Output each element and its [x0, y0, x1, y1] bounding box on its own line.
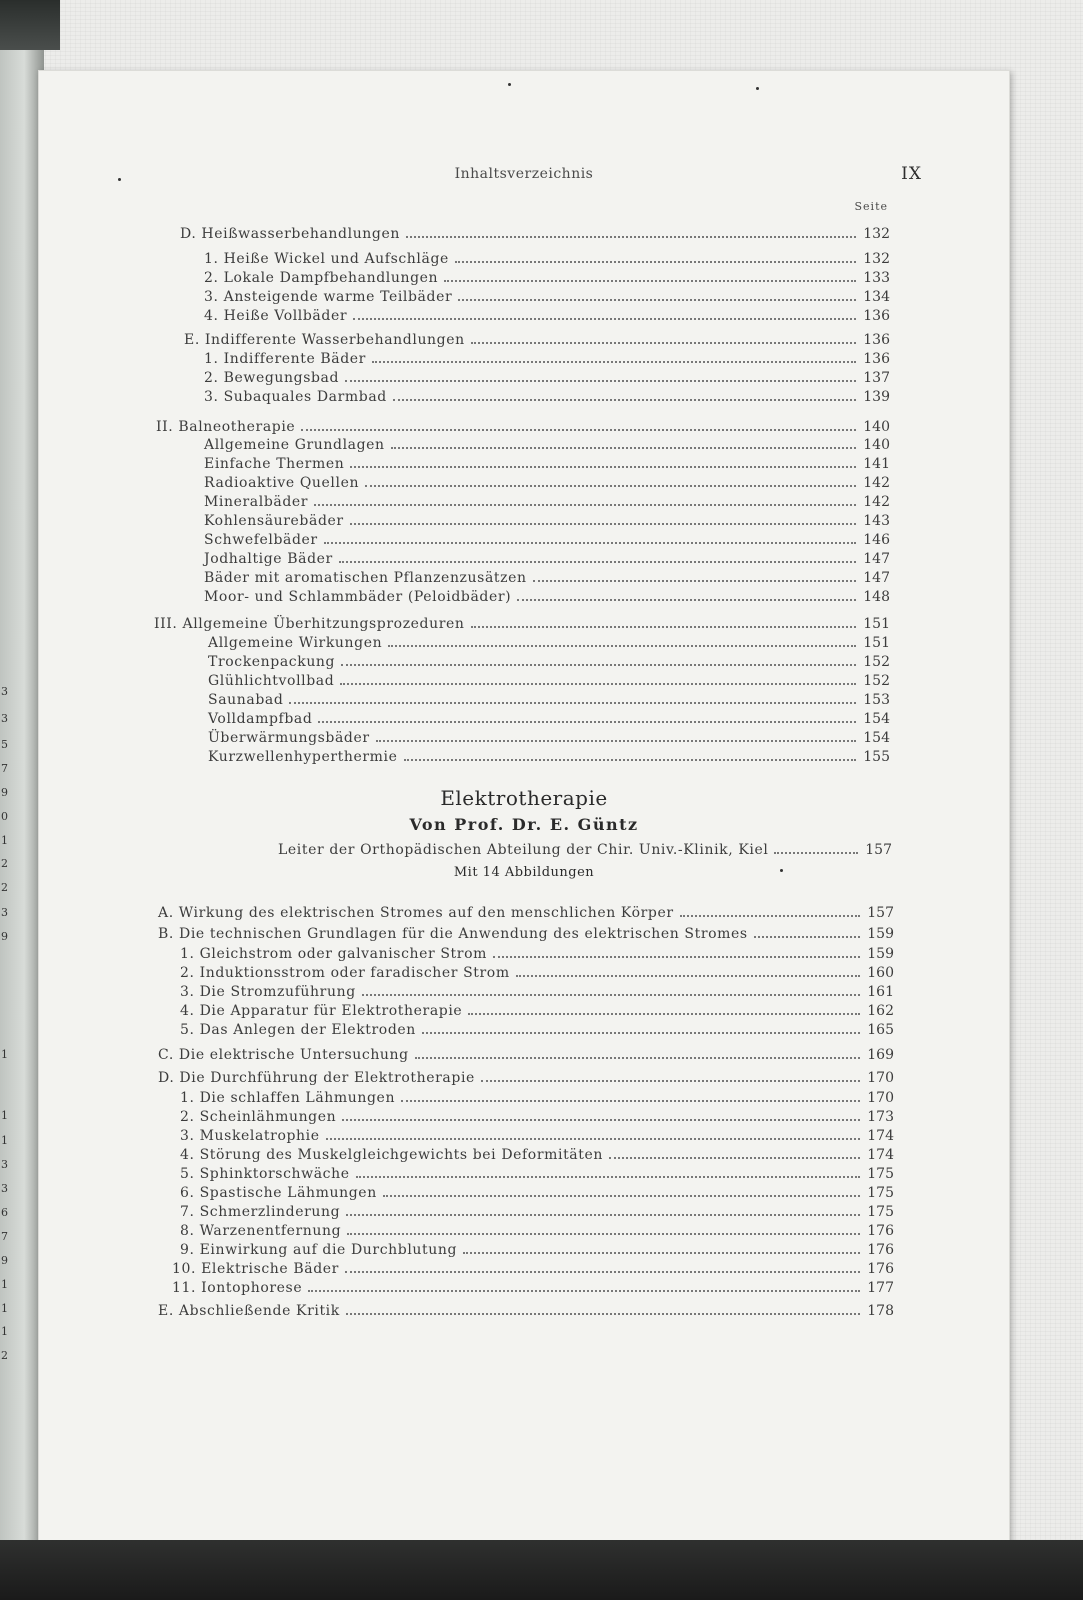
- leader-dots: [401, 1099, 860, 1102]
- leader-dots: [376, 739, 856, 742]
- leader-dots: [774, 851, 858, 854]
- toc-entry-page: 151: [863, 616, 890, 632]
- ink-speck: [508, 83, 511, 86]
- toc-entry-label: 4. Heiße Vollbäder: [204, 308, 348, 324]
- leader-dots: [391, 446, 856, 449]
- toc-entry-page: 174: [867, 1128, 894, 1144]
- toc-entry: [204, 437, 890, 455]
- toc-entry: [204, 551, 890, 569]
- section-affiliation-row: [278, 842, 892, 860]
- toc-entry-label: 2. Induktionsstrom oder faradischer Strom: [180, 965, 510, 981]
- toc-entry-label: D. Heißwasserbehandlungen: [180, 226, 400, 242]
- toc-entry-page: 176: [867, 1261, 894, 1277]
- toc-entry-label: Kohlensäurebäder: [204, 513, 344, 529]
- toc-entry-page: 151: [863, 635, 890, 651]
- toc-entry-page: 147: [863, 570, 890, 586]
- leader-dots: [471, 341, 856, 344]
- leader-dots: [415, 1056, 860, 1059]
- leader-dots: [468, 1012, 860, 1015]
- leader-dots: [393, 398, 856, 401]
- toc-entry: [158, 905, 894, 923]
- toc-entry-page: 136: [863, 351, 890, 367]
- toc-entry-label: 3. Subaquales Darmbad: [204, 389, 387, 405]
- edge-digit: 7: [1, 762, 8, 775]
- leader-dots: [324, 541, 856, 544]
- toc-entry-label: Kurzwellenhyperthermie: [208, 749, 398, 765]
- edge-digit: 3: [1, 1158, 8, 1171]
- toc-entry-page: 146: [863, 532, 890, 548]
- toc-entry: [204, 475, 890, 493]
- toc-entry: [180, 965, 894, 983]
- toc-entry: [204, 389, 890, 407]
- leader-dots: [754, 935, 860, 938]
- toc-entry-page: 178: [867, 1303, 894, 1319]
- leader-dots: [347, 1232, 860, 1235]
- edge-digit: 2: [1, 881, 8, 894]
- toc-entry-label: Jodhaltige Bäder: [204, 551, 333, 567]
- leader-dots: [406, 235, 856, 238]
- leader-dots: [493, 955, 860, 958]
- toc-entry-label: C. Die elektrische Untersuchung: [158, 1047, 409, 1063]
- leader-dots: [353, 317, 856, 320]
- leader-dots: [422, 1031, 860, 1034]
- leader-dots: [365, 484, 856, 487]
- toc-entry-label: 11. Iontophorese: [172, 1280, 303, 1296]
- leader-dots: [517, 598, 856, 601]
- toc-entry-page: 176: [867, 1223, 894, 1239]
- toc-entry-page: 139: [863, 389, 890, 405]
- toc-entry-page: 136: [863, 308, 890, 324]
- toc-entry-page: 152: [863, 654, 890, 670]
- toc-entry: [204, 494, 890, 512]
- edge-digit: 3: [1, 1182, 8, 1195]
- toc-entry: [184, 332, 890, 350]
- toc-entry: [180, 1147, 894, 1165]
- toc-entry-label: Einfache Thermen: [204, 456, 345, 472]
- edge-digit: 9: [1, 1254, 8, 1267]
- seite-label: Seite: [854, 200, 888, 213]
- edge-digit: 1: [1, 1278, 8, 1291]
- toc-entry-label: II. Balneotherapie: [156, 419, 296, 435]
- toc-entry-label: Radioaktive Quellen: [204, 475, 360, 491]
- section-affiliation-page: 157: [865, 842, 892, 858]
- toc-entry-label: 3. Ansteigende warme Teilbäder: [204, 289, 453, 305]
- toc-entry: [180, 1166, 894, 1184]
- toc-entry-page: 136: [863, 332, 890, 348]
- toc-entry: [154, 616, 890, 634]
- toc-entry-page: 134: [863, 289, 890, 305]
- toc-entry: [180, 984, 894, 1002]
- toc-entry-page: 159: [867, 946, 894, 962]
- leader-dots: [481, 1079, 860, 1082]
- toc-entry-page: 143: [863, 513, 890, 529]
- leader-dots: [350, 522, 856, 525]
- edge-digit: 1: [1, 1109, 8, 1122]
- toc-entry-label: 6. Spastische Lähmungen: [180, 1185, 377, 1201]
- toc-entry-page: 141: [863, 456, 890, 472]
- toc-entry: [180, 1022, 894, 1040]
- toc-entry-label: 2. Lokale Dampfbehandlungen: [204, 270, 439, 286]
- toc-entry: [208, 692, 890, 710]
- toc-entry-label: Allgemeine Wirkungen: [208, 635, 383, 651]
- toc-entry-label: 5. Sphinktorschwäche: [180, 1166, 350, 1182]
- leader-dots: [301, 428, 856, 431]
- toc-entry: [204, 589, 890, 607]
- section-title: Elektrotherapie: [440, 786, 608, 810]
- toc-entry: [180, 1242, 894, 1260]
- toc-entry: [208, 673, 890, 691]
- edge-digit: 6: [1, 1206, 8, 1219]
- leader-dots: [458, 298, 856, 301]
- edge-digit: 3: [1, 685, 8, 698]
- toc-entry-page: 159: [867, 926, 894, 942]
- toc-entry-page: 152: [863, 673, 890, 689]
- leader-dots: [609, 1156, 860, 1159]
- toc-entry: [208, 711, 890, 729]
- toc-entry-page: 175: [867, 1204, 894, 1220]
- edge-digit: 1: [1, 1325, 8, 1338]
- toc-entry-label: Moor- und Schlammbäder (Peloidbäder): [204, 589, 512, 605]
- toc-entry-page: 155: [863, 749, 890, 765]
- toc-entry-page: 140: [863, 419, 890, 435]
- toc-entry-label: 1. Indifferente Bäder: [204, 351, 366, 367]
- toc-entry: [180, 226, 890, 244]
- toc-entry-label: Saunabad: [208, 692, 284, 708]
- toc-entry: [180, 946, 894, 964]
- edge-digit: 7: [1, 1230, 8, 1243]
- toc-entry-page: 170: [867, 1070, 894, 1086]
- toc-entry: [180, 1223, 894, 1241]
- toc-entry-page: 154: [863, 730, 890, 746]
- toc-entry-label: Trockenpackung: [208, 654, 336, 670]
- toc-entry-label: 4. Die Apparatur für Elektrotherapie: [180, 1003, 463, 1019]
- toc-entry-page: 170: [867, 1090, 894, 1106]
- toc-entry-page: 173: [867, 1109, 894, 1125]
- toc-entry: [180, 1204, 894, 1222]
- toc-entry-label: 5. Das Anlegen der Elektroden: [180, 1022, 416, 1038]
- toc-entry-label: Volldampfbad: [208, 711, 313, 727]
- toc-entry: [204, 513, 890, 531]
- toc-entry: [158, 1070, 894, 1088]
- leader-dots: [516, 974, 860, 977]
- leader-dots: [471, 625, 856, 628]
- ink-speck: [756, 87, 759, 90]
- leader-dots: [455, 260, 856, 263]
- leader-dots: [346, 1213, 860, 1216]
- toc-entry: [204, 270, 890, 288]
- toc-entry-label: 7. Schmerzlinderung: [180, 1204, 341, 1220]
- toc-entry: [156, 419, 890, 437]
- toc-entry-page: 137: [863, 370, 890, 386]
- toc-entry-label: 8. Warzenentfernung: [180, 1223, 342, 1239]
- toc-entry-label: 3. Die Stromzuführung: [180, 984, 356, 1000]
- toc-entry-page: 140: [863, 437, 890, 453]
- leader-dots: [404, 758, 857, 761]
- leader-dots: [372, 360, 856, 363]
- toc-entry: [158, 1303, 894, 1321]
- toc-entry-page: 132: [863, 226, 890, 242]
- toc-entry-label: 2. Scheinlähmungen: [180, 1109, 337, 1125]
- toc-entry-label: 3. Muskelatrophie: [180, 1128, 320, 1144]
- leader-dots: [318, 720, 856, 723]
- leader-dots: [350, 465, 856, 468]
- toc-entry-label: D. Die Durchführung der Elektrotherapie: [158, 1070, 475, 1086]
- toc-entry-label: Bäder mit aromatischen Pflanzenzusätzen: [204, 570, 527, 586]
- toc-entry-label: 1. Heiße Wickel und Aufschläge: [204, 251, 449, 267]
- toc-entry-page: 169: [867, 1047, 894, 1063]
- leader-dots: [340, 682, 856, 685]
- toc-entry-label: 9. Einwirkung auf die Durchblutung: [180, 1242, 458, 1258]
- toc-entry-page: 132: [863, 251, 890, 267]
- toc-entry-page: 154: [863, 711, 890, 727]
- toc-entry-page: 161: [867, 984, 894, 1000]
- leader-dots: [383, 1194, 860, 1197]
- bottom-shadow: [0, 1540, 1083, 1600]
- running-header: Inhaltsverzeichnis: [454, 166, 594, 182]
- leader-dots: [339, 560, 856, 563]
- edge-digit: 2: [1, 857, 8, 870]
- edge-digit: 9: [1, 930, 8, 943]
- toc-entry-page: 165: [867, 1022, 894, 1038]
- toc-entry: [204, 251, 890, 269]
- toc-entry-page: 147: [863, 551, 890, 567]
- leader-dots: [345, 379, 856, 382]
- toc-entry: [204, 289, 890, 307]
- toc-entry: [204, 351, 890, 369]
- edge-digit: 2: [1, 1349, 8, 1362]
- leader-dots: [533, 579, 856, 582]
- leader-dots: [314, 503, 856, 506]
- ink-speck: [780, 869, 783, 872]
- toc-entry-page: 162: [867, 1003, 894, 1019]
- edge-digit: 5: [1, 738, 8, 751]
- toc-entry-page: 177: [867, 1280, 894, 1296]
- toc-entry: [158, 926, 894, 944]
- edge-digit: 9: [1, 786, 8, 799]
- leader-dots: [346, 1312, 860, 1315]
- toc-entry: [208, 730, 890, 748]
- toc-entry: [204, 570, 890, 588]
- leader-dots: [326, 1137, 860, 1140]
- book-page: [38, 70, 1010, 1548]
- toc-entry-page: 142: [863, 475, 890, 491]
- toc-entry-label: Glühlichtvollbad: [208, 673, 335, 689]
- toc-entry: [180, 1003, 894, 1021]
- toc-entry-label: III. Allgemeine Überhitzungsprozeduren: [154, 616, 465, 632]
- toc-entry-page: 175: [867, 1166, 894, 1182]
- toc-entry: [208, 635, 890, 653]
- toc-entry-page: 176: [867, 1242, 894, 1258]
- leader-dots: [388, 644, 856, 647]
- toc-entry-label: Allgemeine Grundlagen: [204, 437, 385, 453]
- leader-dots: [308, 1289, 860, 1292]
- toc-entry-page: 142: [863, 494, 890, 510]
- toc-entry-label: 4. Störung des Muskelgleichgewichts bei Deformitäten: [180, 1147, 603, 1163]
- leader-dots: [345, 1270, 860, 1273]
- toc-entry: [180, 1128, 894, 1146]
- toc-entry-label: 1. Gleichstrom oder galvanischer Strom: [180, 946, 487, 962]
- toc-entry: [180, 1090, 894, 1108]
- edge-digit: 1: [1, 1134, 8, 1147]
- left-page-edge-digits: [0, 0, 12, 1600]
- section-affiliation: Leiter der Orthopädischen Abteilung der Chir. Univ.-Klinik, Kiel: [278, 842, 769, 858]
- toc-entry: [204, 456, 890, 474]
- edge-digit: 1: [1, 1302, 8, 1315]
- toc-entry-page: 175: [867, 1185, 894, 1201]
- toc-entry-label: 2. Bewegungsbad: [204, 370, 340, 386]
- toc-entry-page: 157: [867, 905, 894, 921]
- page-number: IX: [901, 164, 922, 184]
- toc-entry-label: E. Abschließende Kritik: [158, 1303, 340, 1319]
- toc-entry-label: Schwefelbäder: [204, 532, 318, 548]
- edge-digit: 1: [1, 834, 8, 847]
- toc-entry-label: Mineralbäder: [204, 494, 309, 510]
- edge-digit: 3: [1, 906, 8, 919]
- ink-speck: [118, 178, 121, 181]
- toc-entry-page: 133: [863, 270, 890, 286]
- toc-entry-label: A. Wirkung des elektrischen Stromes auf den menschlichen Körper: [158, 905, 674, 921]
- toc-entry: [204, 370, 890, 388]
- leader-dots: [289, 701, 856, 704]
- leader-dots: [680, 914, 860, 917]
- edge-digit: 1: [1, 1048, 8, 1061]
- toc-entry-page: 160: [867, 965, 894, 981]
- toc-entry: [172, 1280, 894, 1298]
- toc-entry: [180, 1185, 894, 1203]
- toc-entry-label: B. Die technischen Grundlagen für die Anwendung des elektrischen Stromes: [158, 926, 748, 942]
- leader-dots: [342, 1118, 860, 1121]
- edge-digit: 0: [1, 810, 8, 823]
- toc-entry-label: E. Indifferente Wasserbehandlungen: [184, 332, 465, 348]
- leader-dots: [463, 1251, 860, 1254]
- toc-entry-page: 174: [867, 1147, 894, 1163]
- toc-entry-label: 1. Die schlaffen Lähmungen: [180, 1090, 396, 1106]
- toc-entry-label: Überwärmungsbäder: [208, 730, 370, 746]
- leader-dots: [341, 663, 856, 666]
- toc-entry: [208, 654, 890, 672]
- toc-entry: [172, 1261, 894, 1279]
- toc-entry-page: 153: [863, 692, 890, 708]
- toc-entry: [180, 1109, 894, 1127]
- leader-dots: [444, 279, 856, 282]
- toc-entry-label: 10. Elektrische Bäder: [172, 1261, 339, 1277]
- toc-entry: [208, 749, 890, 767]
- toc-entry: [204, 308, 890, 326]
- edge-digit: 3: [1, 712, 8, 725]
- toc-entry: [204, 532, 890, 550]
- section-author: Von Prof. Dr. E. Güntz: [409, 815, 639, 834]
- leader-dots: [356, 1175, 860, 1178]
- toc-entry: [158, 1047, 894, 1065]
- leader-dots: [362, 993, 860, 996]
- toc-entry-page: 148: [863, 589, 890, 605]
- section-figures-note: Mit 14 Abbildungen: [453, 865, 595, 880]
